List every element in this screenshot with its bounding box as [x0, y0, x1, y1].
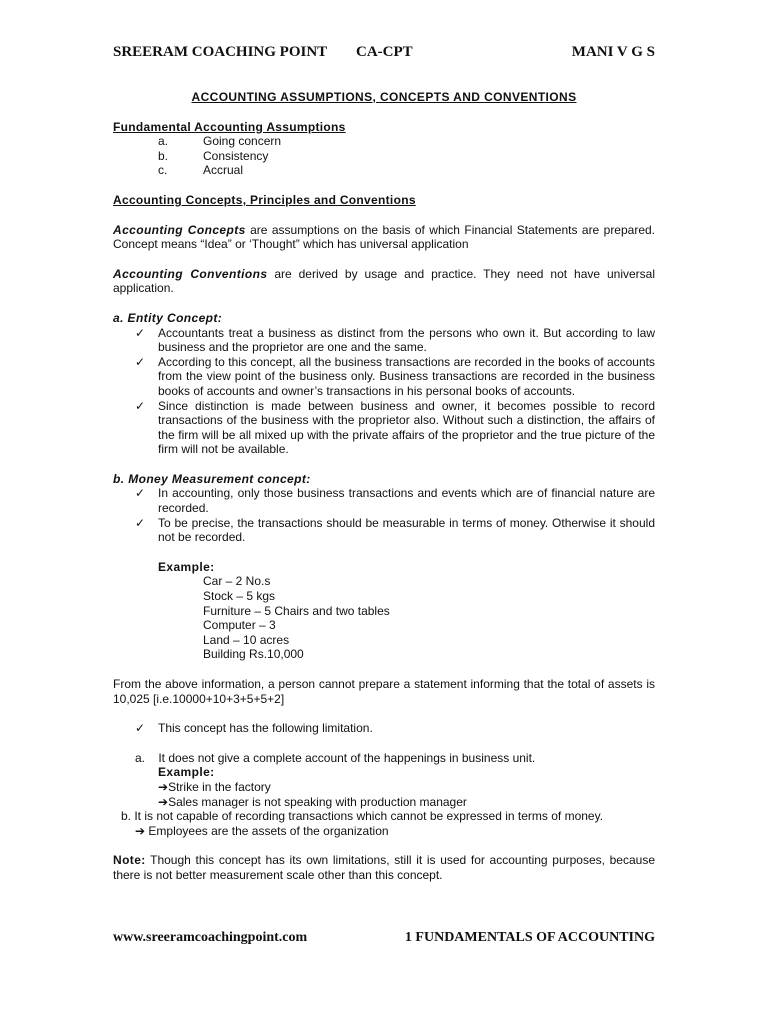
- list-item: ➔Sales manager is not speaking with production manager: [158, 794, 467, 809]
- page-header: [113, 44, 655, 64]
- list-item: Computer – 3: [203, 618, 276, 633]
- list-item: Furniture – 5 Chairs and two tables: [203, 603, 390, 618]
- check-icon: ✓: [135, 721, 146, 736]
- document-body: [113, 90, 655, 883]
- check-icon: ✓: [135, 354, 146, 369]
- list-item: Building Rs.10,000: [203, 647, 304, 662]
- page-title: ACCOUNTING ASSUMPTIONS, CONCEPTS AND CONVENTIONS: [191, 90, 577, 104]
- list-item: a. Going concern: [158, 134, 282, 149]
- limitation-line: ✓ This concept has the following limitation.: [135, 721, 373, 736]
- check-icon: ✓: [135, 486, 146, 501]
- concepts-heading: Accounting Concepts, Principles and Conventions: [113, 192, 416, 207]
- list-item: Stock – 5 kgs: [203, 589, 276, 604]
- page-footer: [113, 930, 655, 950]
- footer-page-title: 1 FUNDAMENTALS OF ACCOUNTING: [404, 930, 655, 945]
- limitation-b: b. It is not capable of recording transactions which cannot be expressed in terms of money.: [121, 809, 604, 824]
- header-left: SREERAM COACHING POINT: [113, 44, 328, 60]
- list-item: ✓ To be precise, the transactions should be measurable in terms of money. Otherwise it should not be recorded.: [135, 515, 655, 545]
- list-item: ➔ Employees are the assets of the organization: [135, 823, 389, 838]
- list-item: ✓ Since distinction is made between business and owner, it becomes possible to record transactions of the business with the proprietor also. Without such a distinction, the affairs of the firm will be all mixed up with the private affairs of the proprietor and the true picture of the firm will not be available.: [135, 398, 655, 457]
- example-label: Example:: [158, 559, 215, 574]
- check-icon: ✓: [135, 325, 146, 340]
- conventions-definition: Accounting Conventions are derived by usage and practice. They need not have universal application.: [113, 266, 656, 296]
- arrow-icon: ➔: [158, 779, 169, 794]
- list-item: Land – 10 acres: [203, 632, 290, 647]
- check-icon: ✓: [135, 398, 146, 413]
- check-icon: ✓: [135, 515, 146, 530]
- arrow-icon: ➔: [158, 794, 169, 809]
- fundamental-list: [113, 134, 655, 178]
- list-item: c. Accrual: [158, 163, 244, 178]
- note-paragraph: Note: Though this concept has its own limitations, still it is used for accounting purposes, because there is not better measurement scale other than this concept.: [113, 853, 655, 882]
- list-item: Car – 2 No.s: [203, 574, 271, 589]
- limitation-a: a. It does not give a complete account of the happenings in business unit.: [135, 750, 536, 765]
- fundamental-heading: Fundamental Accounting Assumptions: [113, 119, 346, 134]
- list-item: ✓ According to this concept, all the business transactions are recorded in the books of accounts from the view point of the business only. Business transactions are recorded in the business books of accounts and owner’s transactions in his personal books of accounts.: [135, 354, 655, 398]
- header-right: MANI V G S: [571, 44, 655, 60]
- list-item: ➔Strike in the factory: [158, 779, 271, 794]
- entity-heading: a. Entity Concept:: [113, 310, 223, 325]
- list-item: ✓ In accounting, only those business transactions and events which are of financial nature are recorded.: [135, 486, 655, 516]
- money-heading: b. Money Measurement concept:: [113, 471, 311, 486]
- footer-website: www.sreeramcoachingpoint.com: [113, 930, 308, 945]
- header-middle: CA-CPT: [356, 44, 413, 60]
- arrow-icon: ➔: [135, 823, 146, 838]
- list-item: b. Consistency: [158, 148, 269, 163]
- money-paragraph: From the above information, a person cannot prepare a statement informing that the total of assets is 10,025 [i.e.10000+10+3+5+5+2]: [113, 677, 655, 706]
- example-list: [113, 574, 655, 662]
- list-item: ✓ Accountants treat a business as distinct from the persons who own it. But according to law business and the proprietor are one and the same.: [135, 325, 655, 355]
- concepts-definition: Accounting Concepts are assumptions on the basis of which Financial Statements are prepared. Concept means “Idea” or ‘Thought” which has universal application: [113, 222, 656, 252]
- limitation-example-label: Example:: [158, 765, 215, 780]
